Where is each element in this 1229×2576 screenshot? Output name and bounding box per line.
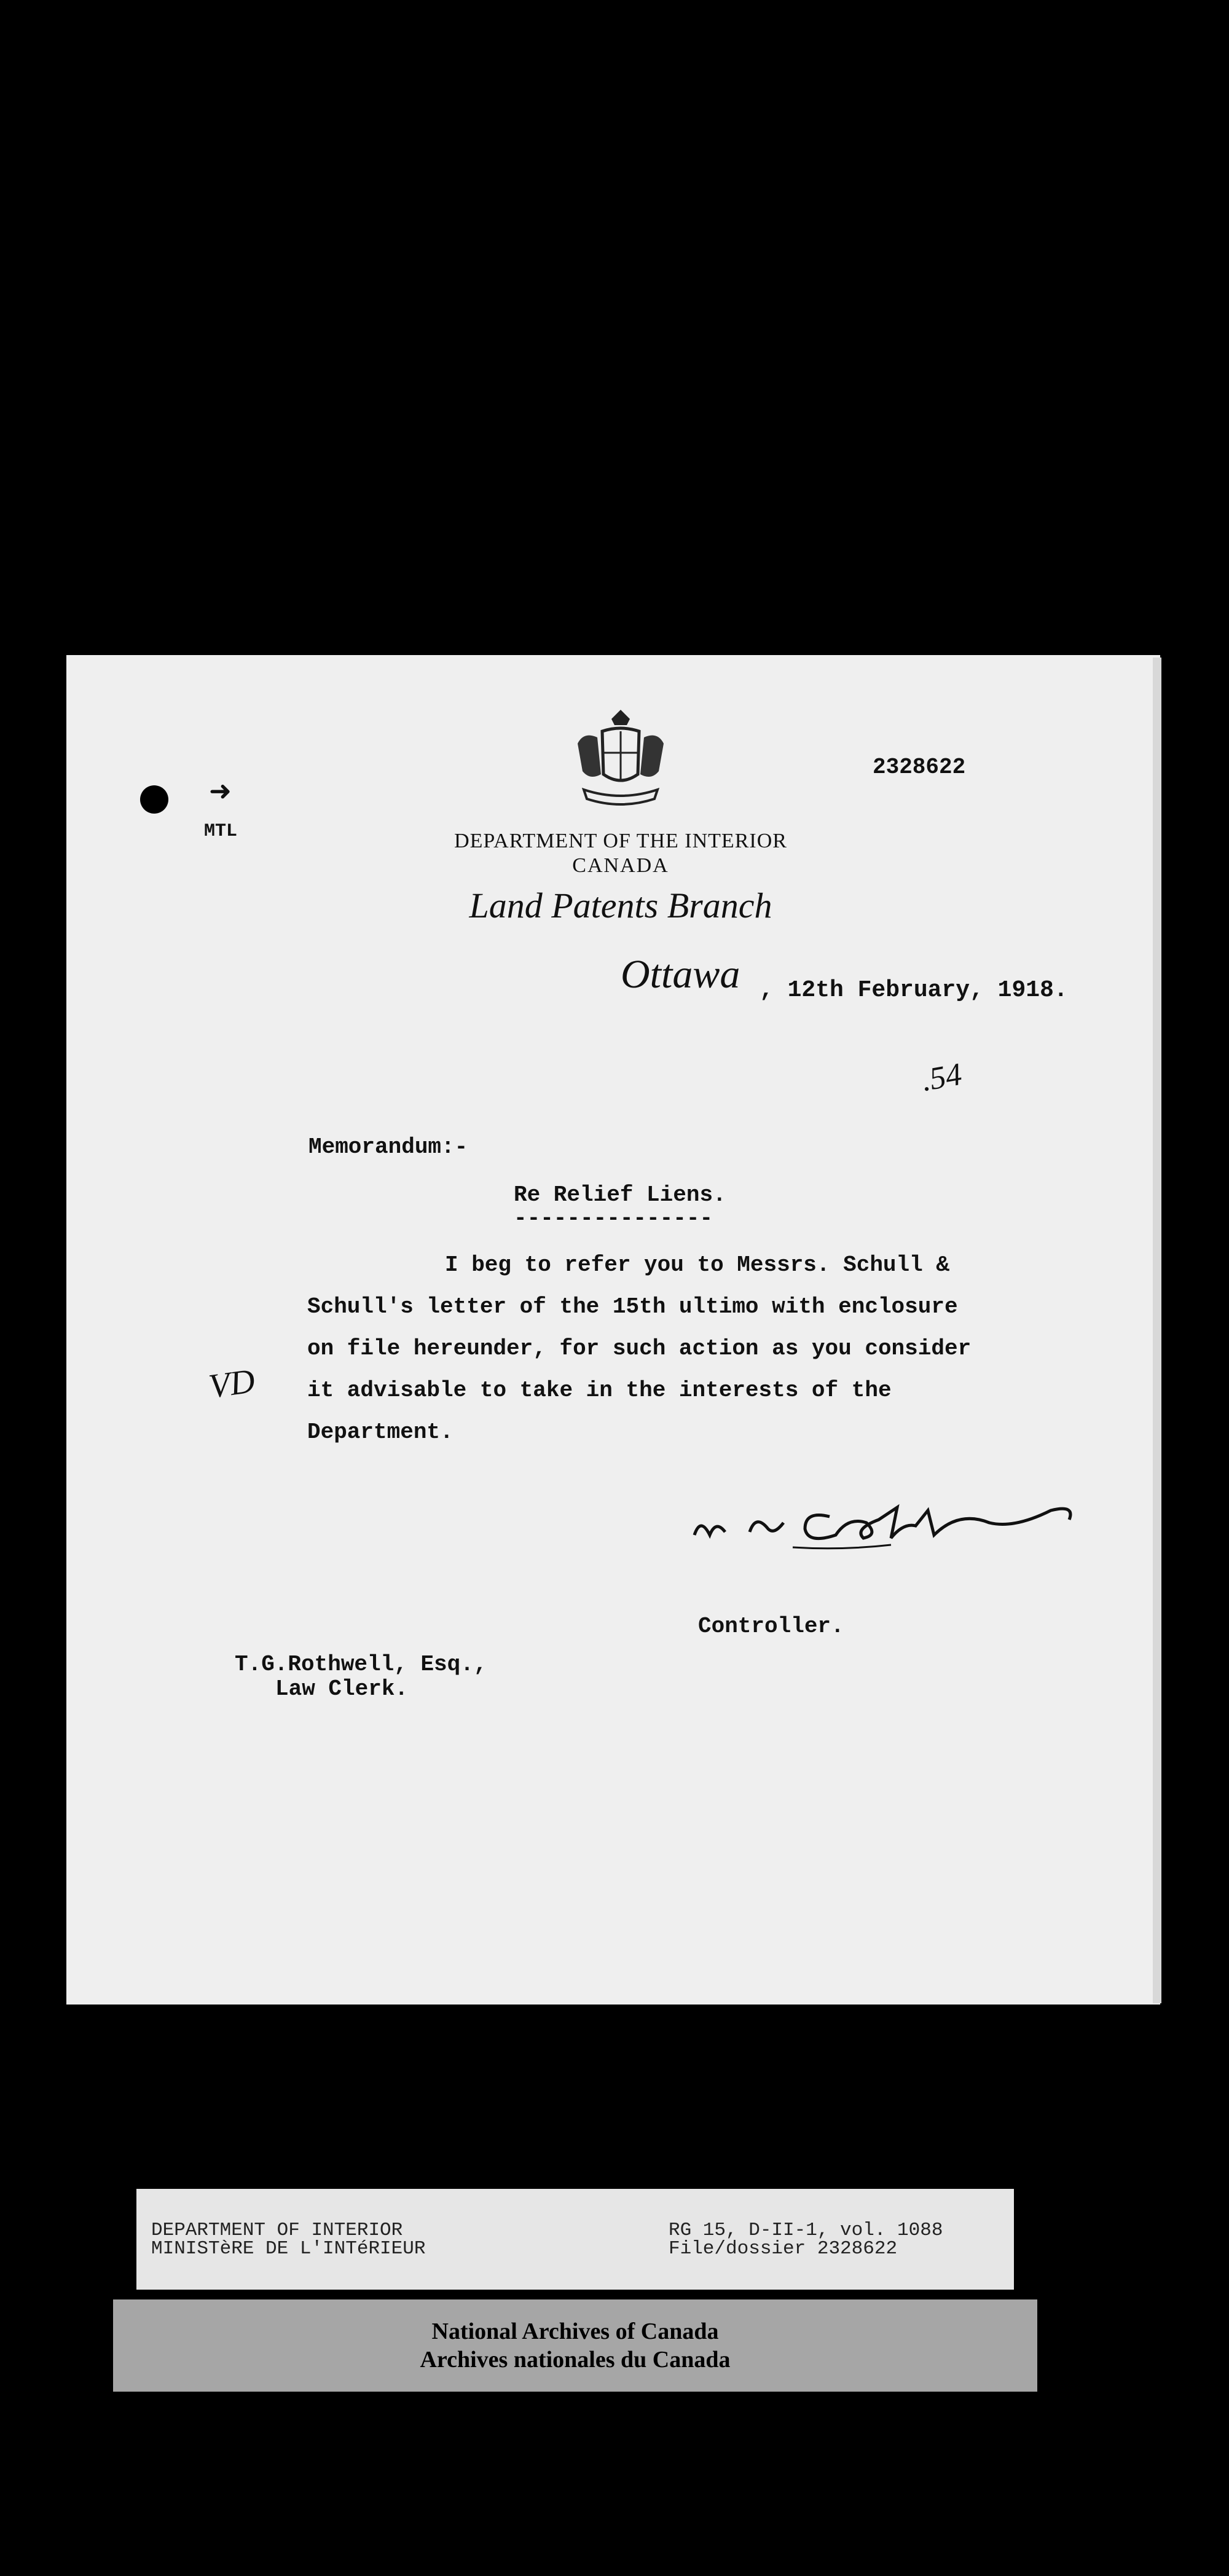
label-dept-en: DEPARTMENT OF INTERIOR bbox=[151, 2220, 403, 2241]
branch-name: Land Patents Branch bbox=[469, 886, 772, 925]
handwritten-signature bbox=[682, 1486, 1088, 1553]
label-dept-fr: MINISTèRE DE L'INTéRIEUR bbox=[151, 2238, 426, 2260]
dateline-date: , 12th February, 1918. bbox=[760, 977, 1068, 1003]
addressee-name: T.G.Rothwell, Esq., bbox=[235, 1652, 487, 1677]
subject-underline: --------------- bbox=[514, 1206, 713, 1231]
document-number: 2328622 bbox=[873, 755, 966, 780]
body-line-3: on file hereunder, for such action as you consider bbox=[307, 1336, 972, 1361]
body-line-1: I beg to refer you to Messrs. Schull & bbox=[445, 1252, 949, 1278]
body-line-2: Schull's letter of the 15th ultimo with enclosure bbox=[307, 1294, 958, 1319]
handwritten-annotation: .54 bbox=[919, 1056, 965, 1099]
addressee-title: Law Clerk. bbox=[275, 1676, 409, 1702]
memo-subject: Re Relief Liens. bbox=[514, 1182, 726, 1208]
archive-reference-label bbox=[136, 2189, 1014, 2290]
country-name: CANADA bbox=[572, 854, 669, 877]
body-line-4: it advisable to take in the interests of the bbox=[307, 1378, 892, 1403]
label-rg-reference: RG 15, D-II-1, vol. 1088 bbox=[669, 2220, 943, 2241]
margin-mark: MTL bbox=[204, 821, 238, 842]
department-name: DEPARTMENT OF THE INTERIOR bbox=[454, 830, 787, 852]
arrow-mark-icon: ➜ bbox=[209, 776, 232, 806]
archives-banner bbox=[113, 2299, 1037, 2392]
memo-heading: Memorandum:- bbox=[308, 1134, 468, 1160]
archives-name-en: National Archives of Canada bbox=[431, 2319, 719, 2344]
handwritten-initials: VD bbox=[206, 1362, 257, 1406]
dateline-place: Ottawa bbox=[621, 952, 740, 997]
page-edge bbox=[1153, 658, 1161, 2003]
punch-hole bbox=[140, 785, 168, 814]
signer-title: Controller. bbox=[698, 1614, 844, 1639]
body-line-5: Department. bbox=[307, 1420, 454, 1445]
archives-name-fr: Archives nationales du Canada bbox=[420, 2347, 731, 2373]
royal-coat-of-arms bbox=[559, 707, 682, 811]
label-file-number: File/dossier 2328622 bbox=[669, 2238, 898, 2260]
